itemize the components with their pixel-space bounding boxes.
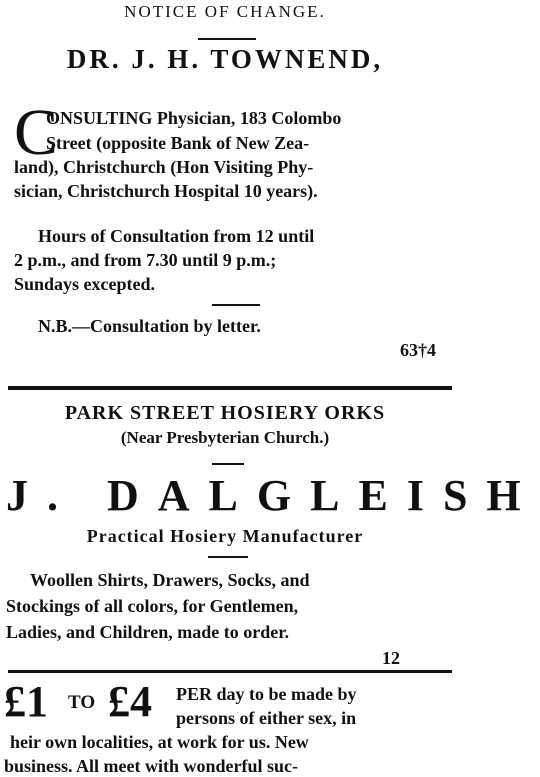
body-line: sician, Christchurch Hospital 10 years). <box>14 181 318 201</box>
divider <box>198 38 256 40</box>
proprietor-name: J. DALGLEISH <box>6 471 540 520</box>
works-title: PARK STREET HOSIERY ORKS <box>64 402 386 424</box>
body-line: land), Christchurch (Hon Visiting Phy- <box>14 157 314 177</box>
divider <box>212 463 244 465</box>
drop-cap: C <box>14 96 59 169</box>
works-subtitle: (Near Presbyterian Church.) <box>120 428 330 447</box>
hours-line: Hours of Consultation from 12 until <box>38 226 315 246</box>
body-line: Stockings of all colors, for Gentlemen, <box>6 596 299 616</box>
note-line: N.B.—Consultation by letter. <box>38 316 261 336</box>
divider <box>208 556 248 558</box>
body-line: PER day to be made by <box>176 684 357 704</box>
ad-code: 12 <box>382 648 400 668</box>
body-line: Woollen Shirts, Drawers, Socks, and <box>30 570 310 590</box>
amount-from: £1 <box>4 677 48 726</box>
section-rule <box>8 386 452 390</box>
divider <box>212 304 260 306</box>
amount-to-word: TO <box>68 692 96 713</box>
section-rule <box>8 670 452 673</box>
physician-name: DR. J. H. TOWNEND, <box>66 44 384 74</box>
hours-line: 2 p.m., and from 7.30 until 9 p.m.; <box>14 250 277 270</box>
proprietor-role: Practical Hosiery Manufacturer <box>86 526 364 546</box>
notice-heading: NOTICE OF CHANGE. <box>124 2 326 21</box>
body-line: heir own localities, at work for us. New <box>10 732 309 752</box>
body-line: Street (opposite Bank of New Zea- <box>46 133 310 153</box>
body-line: persons of either sex, in <box>176 708 357 728</box>
body-line: ONSULTING Physician, 183 Colombo <box>46 108 342 128</box>
amount-to: £4 <box>108 677 152 726</box>
ad-code: 63†4 <box>400 340 436 360</box>
body-line: Ladies, and Children, made to order. <box>6 622 290 642</box>
body-line: business. All meet with wonderful suc- <box>4 756 299 776</box>
hours-line: Sundays excepted. <box>14 274 156 294</box>
